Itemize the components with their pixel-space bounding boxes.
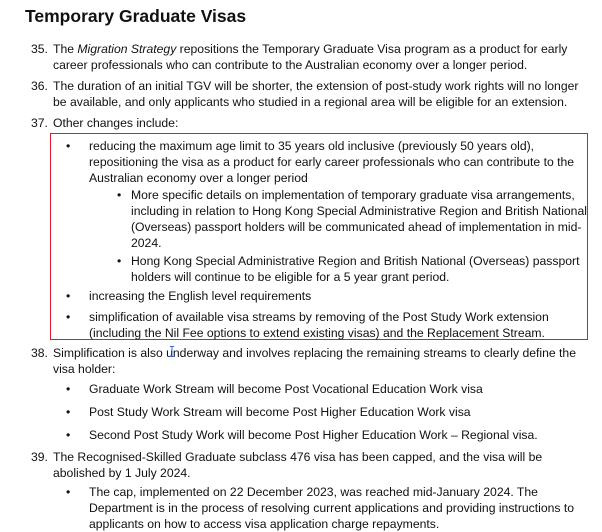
list-item-text: Second Post Study Work will become Post Higher Education Work – Regional visa. (89, 428, 538, 442)
bullet-icon: • (66, 405, 71, 419)
bullet-icon: • (66, 485, 71, 499)
paragraph-number: 39. (31, 450, 48, 464)
list-item-text: simplification of available visa streams by removing of the Post Study Work extension (including the Nil Fee options to extend existing visas) and the Replacement Stream. (89, 310, 549, 340)
bullet-icon: • (117, 254, 122, 268)
bullet-icon: • (66, 428, 71, 442)
paragraph-text: The duration of an initial TGV will be shorter, the extension of post-study work rights will no longer be available, and only applicants who studied in a regional area will be eligible for an extension. (53, 79, 579, 109)
list-item-text: More specific details on implementation of temporary graduate visa arrangements, including in relation to Hong Kong Special Administrative Region and British National (Overseas) passport holders will be communicated ahead of implementation in mid-2024. (131, 188, 587, 250)
list-item (66, 381, 586, 397)
list-item (66, 288, 586, 304)
list-item (66, 427, 586, 443)
bullet-icon: • (66, 382, 71, 396)
bullet-icon: • (66, 310, 71, 324)
paragraph-39 (31, 449, 591, 481)
list-item-text: Graduate Work Stream will become Post Vocational Education Work visa (89, 382, 483, 396)
paragraph-35 (31, 41, 591, 73)
list-item-text: reducing the maximum age limit to 35 years old inclusive (previously 50 years old), repositioning the visa as a product for early career professionals who can contribute to the Australian economy over a longer period (89, 139, 575, 185)
paragraph-number: 36. (31, 79, 48, 93)
paragraph-number: 38. (31, 346, 48, 360)
italic-title: Migration Strategy (77, 42, 177, 56)
list-item (66, 309, 586, 341)
paragraph-36 (31, 78, 591, 110)
paragraph-text: Other changes include: (53, 116, 179, 130)
list-item (66, 138, 586, 186)
paragraph-38 (31, 345, 591, 377)
paragraph-text: Simplification is also underway and involves replacing the remaining streams to clearly define the visa holder: (53, 346, 576, 376)
bullet-icon: • (66, 139, 71, 153)
paragraph-37 (31, 115, 591, 131)
list-item (66, 484, 586, 532)
paragraph-text: The Recognised-Skilled Graduate subclass 476 visa has been capped, and the visa will be abolished by 1 July 2024. (53, 450, 543, 480)
list-item (66, 404, 586, 420)
list-item-text: Post Study Work Stream will become Post Higher Education Work visa (89, 405, 471, 419)
section-heading: Temporary Graduate Visas (25, 6, 247, 26)
paragraph-number: 37. (31, 116, 48, 130)
bullet-icon: • (117, 188, 122, 202)
bullet-icon: • (66, 289, 71, 303)
list-item-text: increasing the English level requirements (89, 289, 312, 303)
list-item-text: Hong Kong Special Administrative Region and British National (Overseas) passport holders will continue to be eligible for a 5 year grant period. (131, 254, 580, 284)
paragraph-text: The Migration Strategy repositions the Temporary Graduate Visa program as a product for early career professionals who can contribute to the Australian economy over a longer period. (53, 42, 568, 72)
list-item-text: The cap, implemented on 22 December 2023, was reached mid-January 2024. The Department is in the process of resolving current applications and providing instructions to applicants on how to access visa application charge repayments. (89, 485, 575, 531)
text-cursor-icon (169, 346, 175, 360)
sub-list-item (117, 253, 587, 285)
text-cursor-icon-glyph (169, 346, 175, 357)
paragraph-number: 35. (31, 42, 48, 56)
sub-list-item (117, 187, 587, 251)
